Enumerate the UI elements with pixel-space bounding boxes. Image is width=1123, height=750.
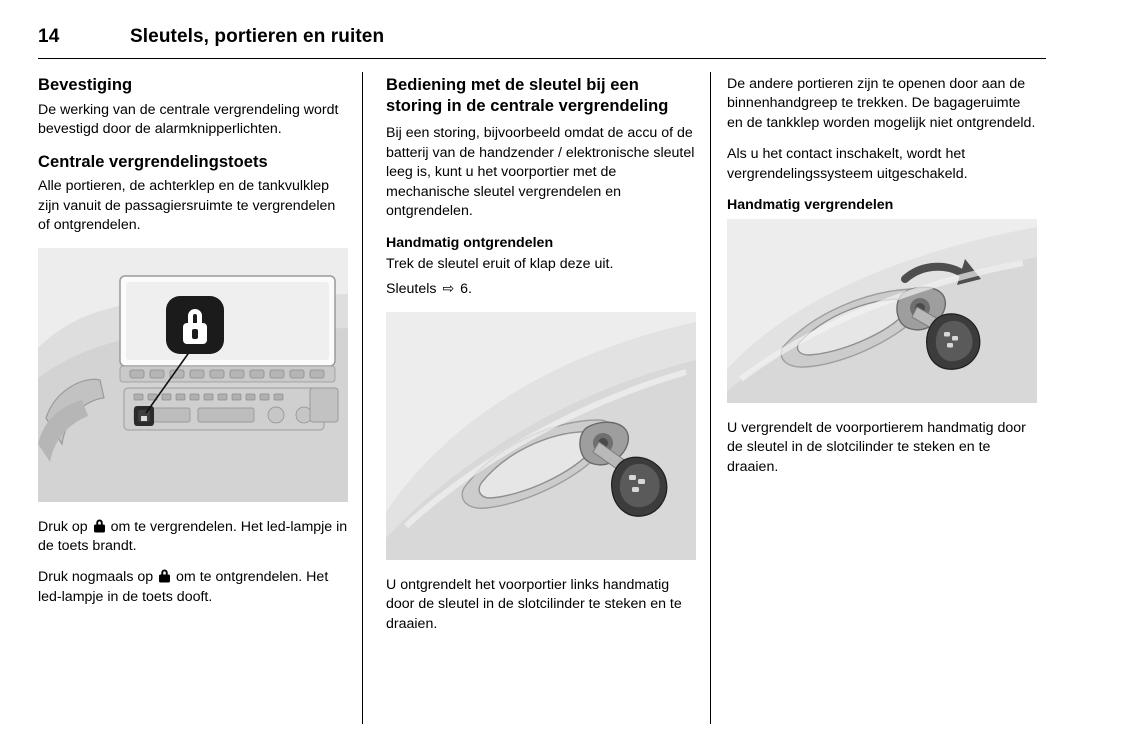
paragraph-vergrendelt: U vergrendelt de voorportierem handmatig door de sleutel in de slotcilinder te steken en te draaien. — [727, 419, 1026, 475]
druk-nogmaals-text-2: om te ontgrendelen. Het led-lampje in de toets dooft. — [38, 569, 329, 605]
heading-bevestiging: Bevestiging — [38, 76, 133, 94]
reference-arrow-icon: ⇨ — [442, 280, 455, 297]
paragraph-centrale: Alle portieren, de achterklep en de tankvulklep zijn vanuit de passagiersruimte te vergrendelen of ontgrendelen. — [38, 178, 336, 234]
column-divider-2 — [710, 72, 711, 724]
paragraph-storing: Bij een storing, bijvoorbeeld omdat de accu of de batterij van de handzender / elektronische sleutel leeg is, kunt u het voorportier met de mechanische sleutel vergrendelen en ontgrendelen. — [386, 125, 695, 220]
page-number: 14 — [38, 26, 60, 47]
paragraph-contact: Als u het contact inschakelt, wordt het vergrendelingssysteem uitgeschakeld. — [727, 146, 968, 182]
paragraph-druk-nogmaals — [38, 568, 348, 607]
paragraph-andere-portieren: De andere portieren zijn te openen door aan de binnenhandgreep te trekken. De bagageruimte en de tankklep worden mogelijk niet ontgrendeld. — [727, 76, 1036, 131]
door-lock-illustration — [727, 219, 1037, 403]
dashboard-illustration — [38, 248, 348, 502]
page-header — [38, 26, 1046, 66]
druk-nogmaals-text-1: Druk nogmaals op — [38, 569, 154, 586]
header-divider — [38, 58, 1046, 59]
figure-door-handle-lock — [727, 219, 1037, 403]
paragraph-trek-sleutel: Trek de sleutel eruit of klap deze uit. — [386, 255, 614, 272]
figure-dashboard-lock-button — [38, 248, 348, 502]
druk-op-text-2: om te vergrendelen. Het led-lampje in de toets brandt. — [38, 518, 348, 554]
lock-icon — [93, 519, 106, 533]
paragraph-ontgrendelt: U ontgrendelt het voorportier links handmatig door de sleutel in de slotcilinder te steken en te draaien. — [386, 576, 682, 632]
column-3 — [727, 75, 1037, 489]
column-2 — [386, 75, 696, 646]
door-unlock-illustration — [386, 312, 696, 560]
paragraph-sleutels-reference — [386, 279, 696, 299]
paragraph-bevestiging: De werking van de centrale vergrendeling wordt bevestigd door de alarmknipperlichten. — [38, 101, 339, 138]
paragraph-druk-op — [38, 518, 348, 557]
sleutels-label: Sleutels — [386, 281, 437, 298]
sleutels-page-ref: 6. — [460, 281, 472, 298]
heading-handmatig-vergrendelen: Handmatig vergrendelen — [727, 197, 894, 214]
druk-op-text-1: Druk op — [38, 518, 88, 535]
column-divider-1 — [362, 72, 363, 724]
heading-bediening-met-de-sleutel: Bediening met de sleutel bij een storing in de centrale vergrendeling — [386, 76, 669, 115]
figure-door-handle-unlock — [386, 312, 696, 560]
page-title: Sleutels, portieren en ruiten — [130, 26, 385, 47]
heading-centrale-vergrendelingstoets: Centrale vergrendelingstoets — [38, 152, 268, 171]
lock-icon — [158, 569, 171, 583]
heading-handmatig-ontgrendelen: Handmatig ontgrendelen — [386, 234, 554, 251]
column-1 — [38, 75, 348, 619]
